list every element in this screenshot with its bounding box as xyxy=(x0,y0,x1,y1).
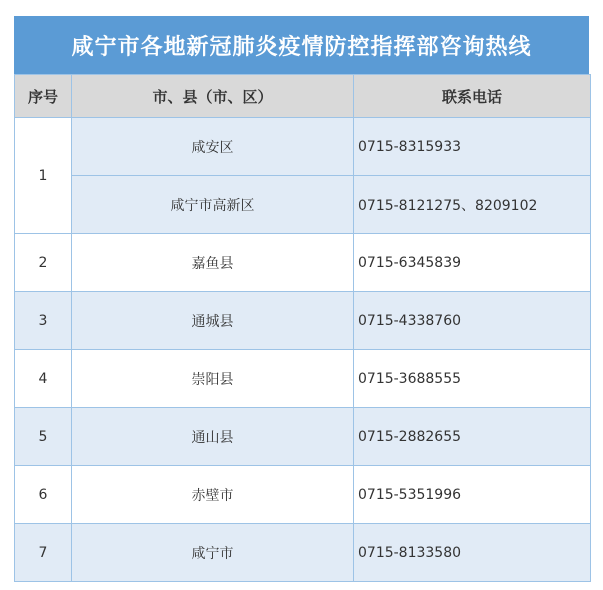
row-phone: 0715-8121275、8209102 xyxy=(354,176,591,234)
row-area: 咸宁市 xyxy=(72,524,354,582)
column-header-phone: 联系电话 xyxy=(354,75,591,118)
row-index: 7 xyxy=(15,524,72,582)
row-area: 赤壁市 xyxy=(72,466,354,524)
row-area: 崇阳县 xyxy=(72,350,354,408)
row-phone: 0715-4338760 xyxy=(354,292,591,350)
row-index: 2 xyxy=(15,234,72,292)
row-phone: 0715-3688555 xyxy=(354,350,591,408)
row-phone: 0715-6345839 xyxy=(354,234,591,292)
row-phone: 0715-8315933 xyxy=(354,118,591,176)
table-row xyxy=(15,292,591,350)
row-phone: 0715-5351996 xyxy=(354,466,591,524)
row-index: 3 xyxy=(15,292,72,350)
table-row xyxy=(15,176,591,234)
row-phone: 0715-8133580 xyxy=(354,524,591,582)
row-index: 5 xyxy=(15,408,72,466)
table-row xyxy=(15,118,591,176)
row-area: 嘉鱼县 xyxy=(72,234,354,292)
row-area: 咸宁市高新区 xyxy=(72,176,354,234)
table-header-row xyxy=(15,75,591,118)
row-index: 4 xyxy=(15,350,72,408)
table-row xyxy=(15,524,591,582)
row-area: 咸安区 xyxy=(72,118,354,176)
column-header-area: 市、县（市、区） xyxy=(72,75,354,118)
row-index: 1 xyxy=(15,118,72,234)
table-row xyxy=(15,408,591,466)
row-area: 通山县 xyxy=(72,408,354,466)
table-row xyxy=(15,234,591,292)
column-header-index: 序号 xyxy=(15,75,72,118)
row-area: 通城县 xyxy=(72,292,354,350)
hotline-title: 咸宁市各地新冠肺炎疫情防控指挥部咨询热线 xyxy=(14,16,589,74)
table-row xyxy=(15,350,591,408)
table-row xyxy=(15,466,591,524)
row-phone: 0715-2882655 xyxy=(354,408,591,466)
hotline-table xyxy=(14,74,591,582)
row-index: 6 xyxy=(15,466,72,524)
